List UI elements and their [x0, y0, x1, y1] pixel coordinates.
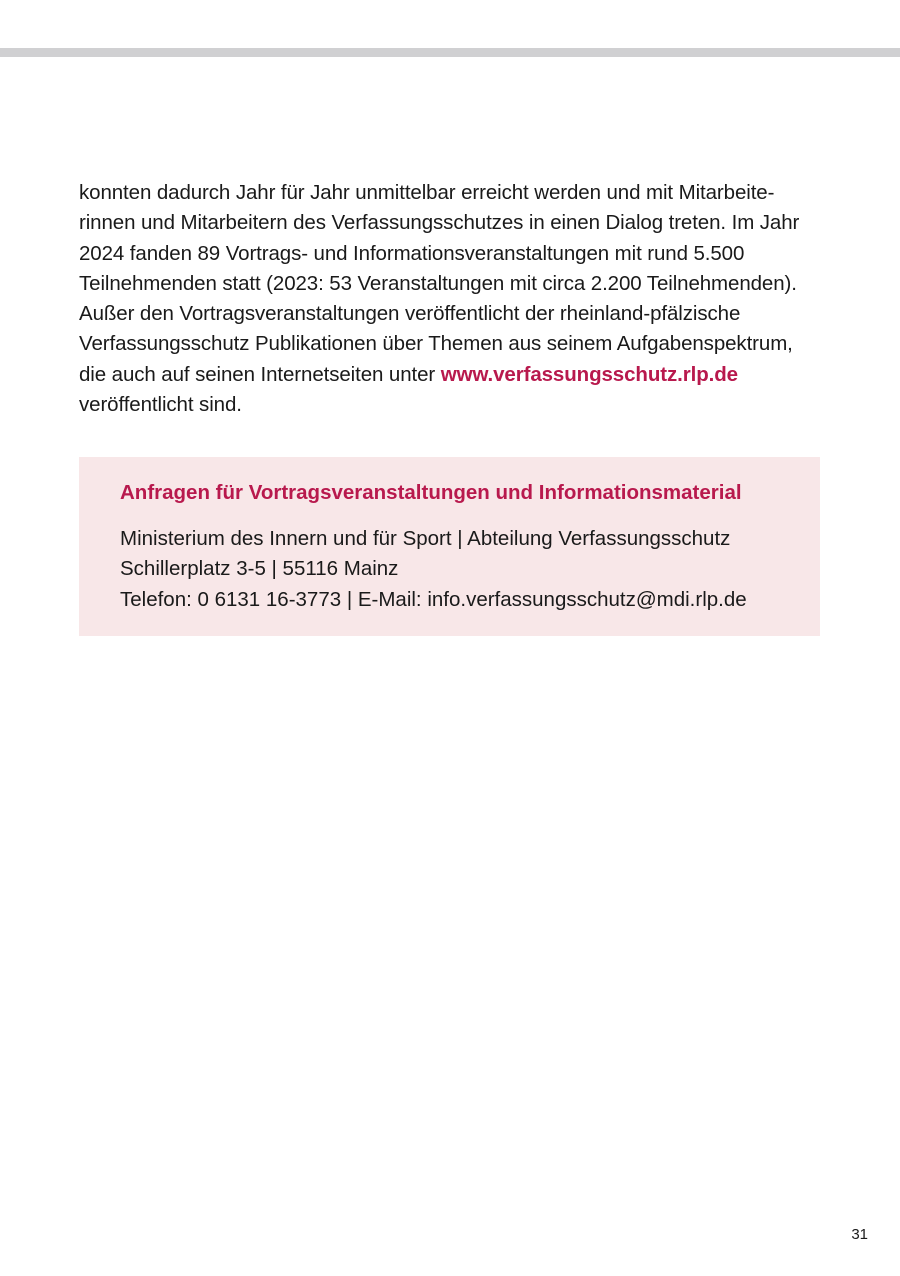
paragraph-line: rinnen und Mitarbeitern des Verfassungsschutzes in einen Dialog treten. Im Jahr	[79, 211, 800, 235]
paragraph-line: Teilnehmenden statt (2023: 53 Veranstaltungen mit circa 2.200 Teilnehmenden).	[79, 271, 797, 295]
contact-info-box	[79, 457, 820, 636]
contact-address-line: Schillerplatz 3-5 | 55116 Mainz	[120, 557, 399, 581]
contact-details	[120, 524, 747, 615]
info-box-heading: Anfragen für Vortragsveranstaltungen und Informationsmaterial	[120, 481, 742, 504]
header-rule	[0, 48, 900, 57]
paragraph-line: Außer den Vortragsveranstaltungen veröffentlicht der rheinland-pfälzische	[79, 302, 741, 326]
paragraph-line-with-link	[79, 360, 829, 390]
body-paragraph	[79, 178, 829, 420]
contact-phone-email-line: Telefon: 0 6131 16-3773 | E-Mail: info.verfassungsschutz@mdi.rlp.de	[120, 587, 747, 611]
paragraph-line: veröffentlicht sind.	[79, 393, 242, 417]
contact-address-line: Ministerium des Innern und für Sport | Abteilung Verfassungsschutz	[120, 527, 731, 550]
paragraph-line-text: die auch auf seinen Internetseiten unter	[79, 362, 441, 386]
paragraph-line: Verfassungsschutz Publikationen über Themen aus seinem Aufgabenspektrum,	[79, 332, 793, 356]
page-number: 31	[851, 1226, 868, 1243]
paragraph-line: 2024 fanden 89 Vortrags- und Informationsveranstaltungen mit rund 5.500	[79, 241, 745, 265]
website-link[interactable]: www.verfassungsschutz.rlp.de	[440, 362, 738, 386]
paragraph-line: konnten dadurch Jahr für Jahr unmittelbar erreicht werden und mit Mitarbeite-	[79, 181, 775, 204]
